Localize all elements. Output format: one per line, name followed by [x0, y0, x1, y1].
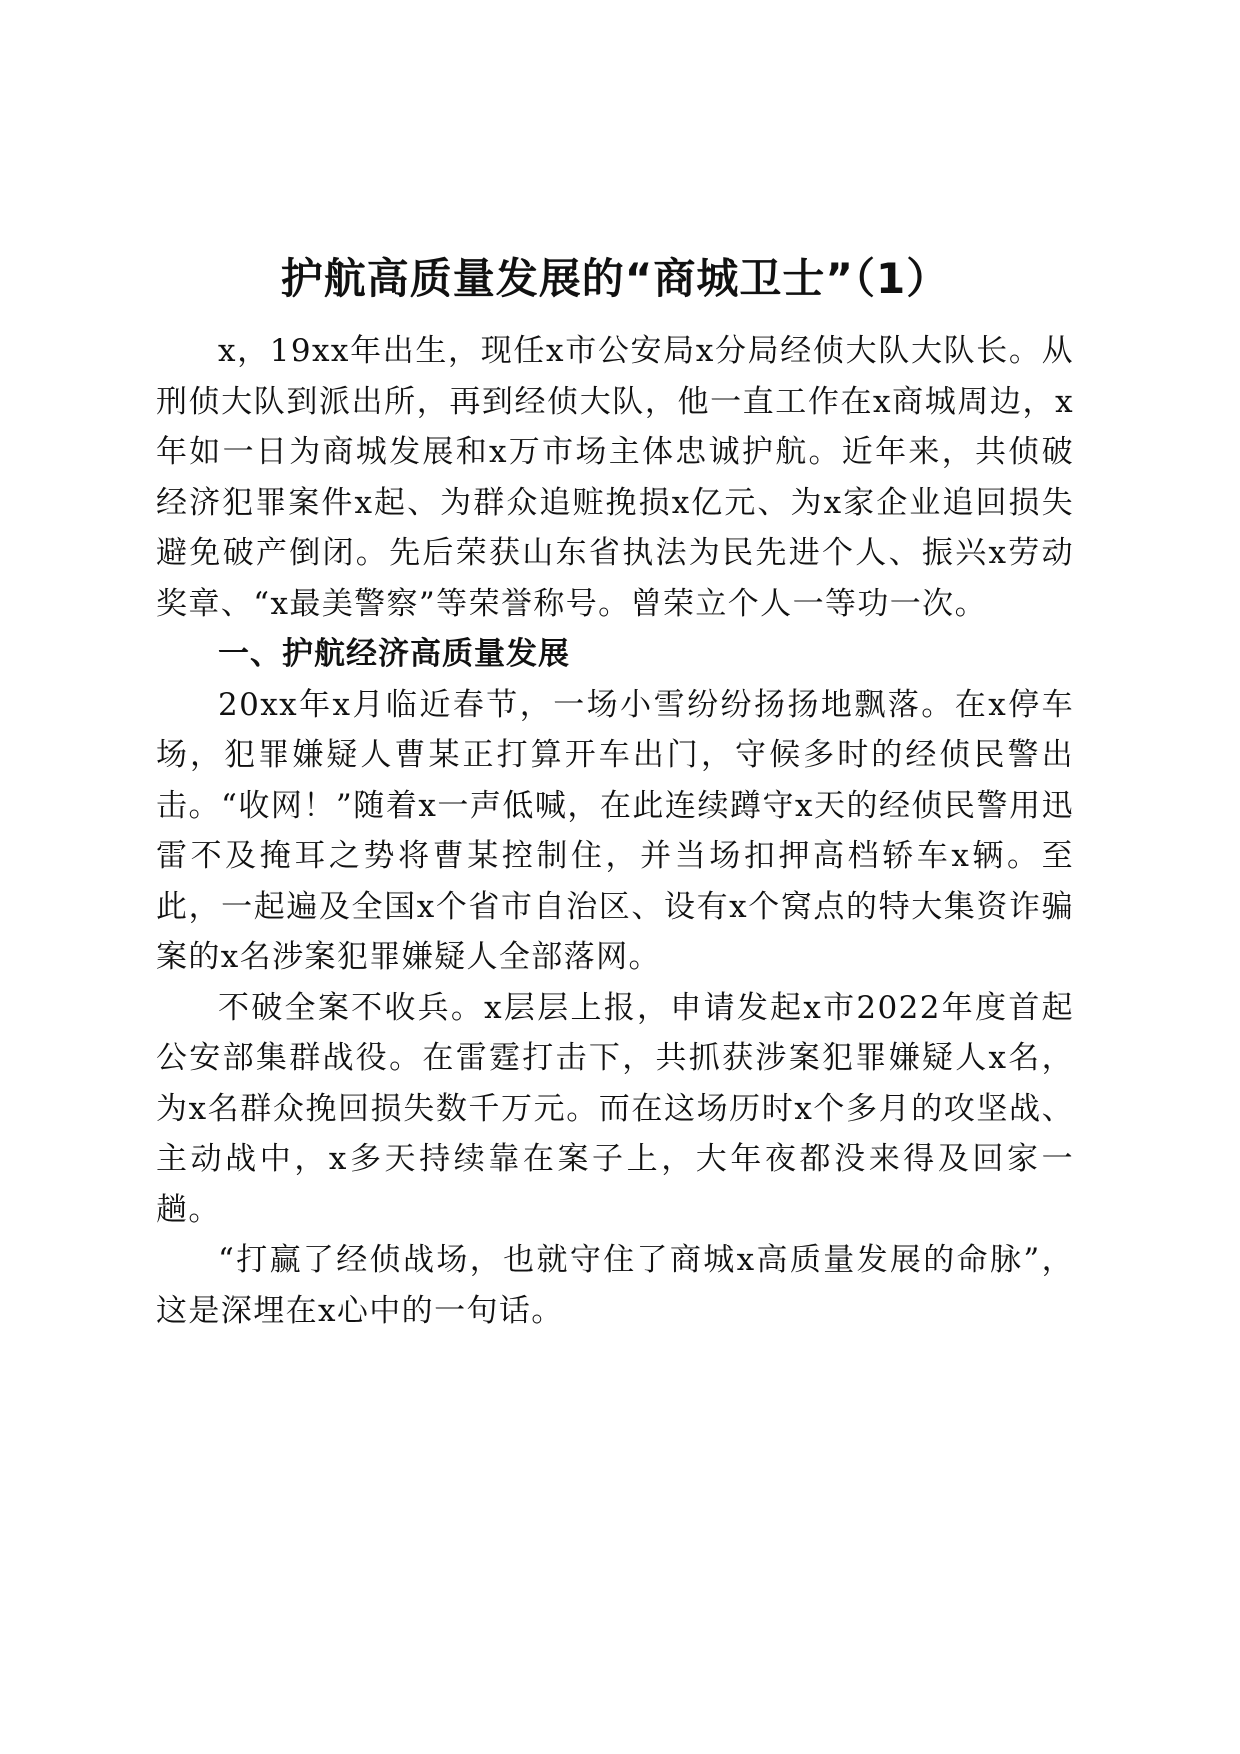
section-paragraph-1: 20xx年x月临近春节，一场小雪纷纷扬扬地飘落。在x停车场，犯罪嫌疑人曹某正打算开车出门，守候多时的经侦民警出击。“收网！”随着x一声低喊，在此连续蹲守x天的经侦民警用迅雷不及掩耳之势将曹某控制住，并当场扣押高档轿车x辆。至此，一起遍及全国x个省市自治区、设有x个窝点的特大集资诈骗案的x名涉案犯罪嫌疑人全部落网。	[156, 686, 1074, 975]
document-title: 护航高质量发展的“商城卫士”（1）	[280, 254, 950, 303]
document-body	[156, 254, 1074, 1336]
intro-paragraph: x，19xx年出生，现任x市公安局x分局经侦大队大队长。从刑侦大队到派出所，再到经侦大队，他一直工作在x商城周边，x年如一日为商城发展和x万市场主体忠诚护航。近年来，共侦破经济犯罪案件x起、为群众追赃挽损x亿元、为x家企业追回损失避免破产倒闭。先后荣获山东省执法为民先进个人、振兴x劳动奖章、“x最美警察”等荣誉称号。曾荣立个人一等功一次。	[156, 333, 1074, 622]
section-paragraph-2: 不破全案不收兵。x层层上报，申请发起x市2022年度首起公安部集群战役。在雷霆打击下，共抓获涉案犯罪嫌疑人x名，为x名群众挽回损失数千万元。而在这场历时x个多月的攻坚战、主动战中，x多天持续靠在案子上，大年夜都没来得及回家一趟。	[156, 989, 1074, 1228]
section-heading: 一、护航经济高质量发展	[218, 636, 570, 672]
section-paragraph-3: “打赢了经侦战场，也就守住了商城x高质量发展的命脉”，这是深埋在x心中的一句话。	[156, 1242, 1074, 1329]
